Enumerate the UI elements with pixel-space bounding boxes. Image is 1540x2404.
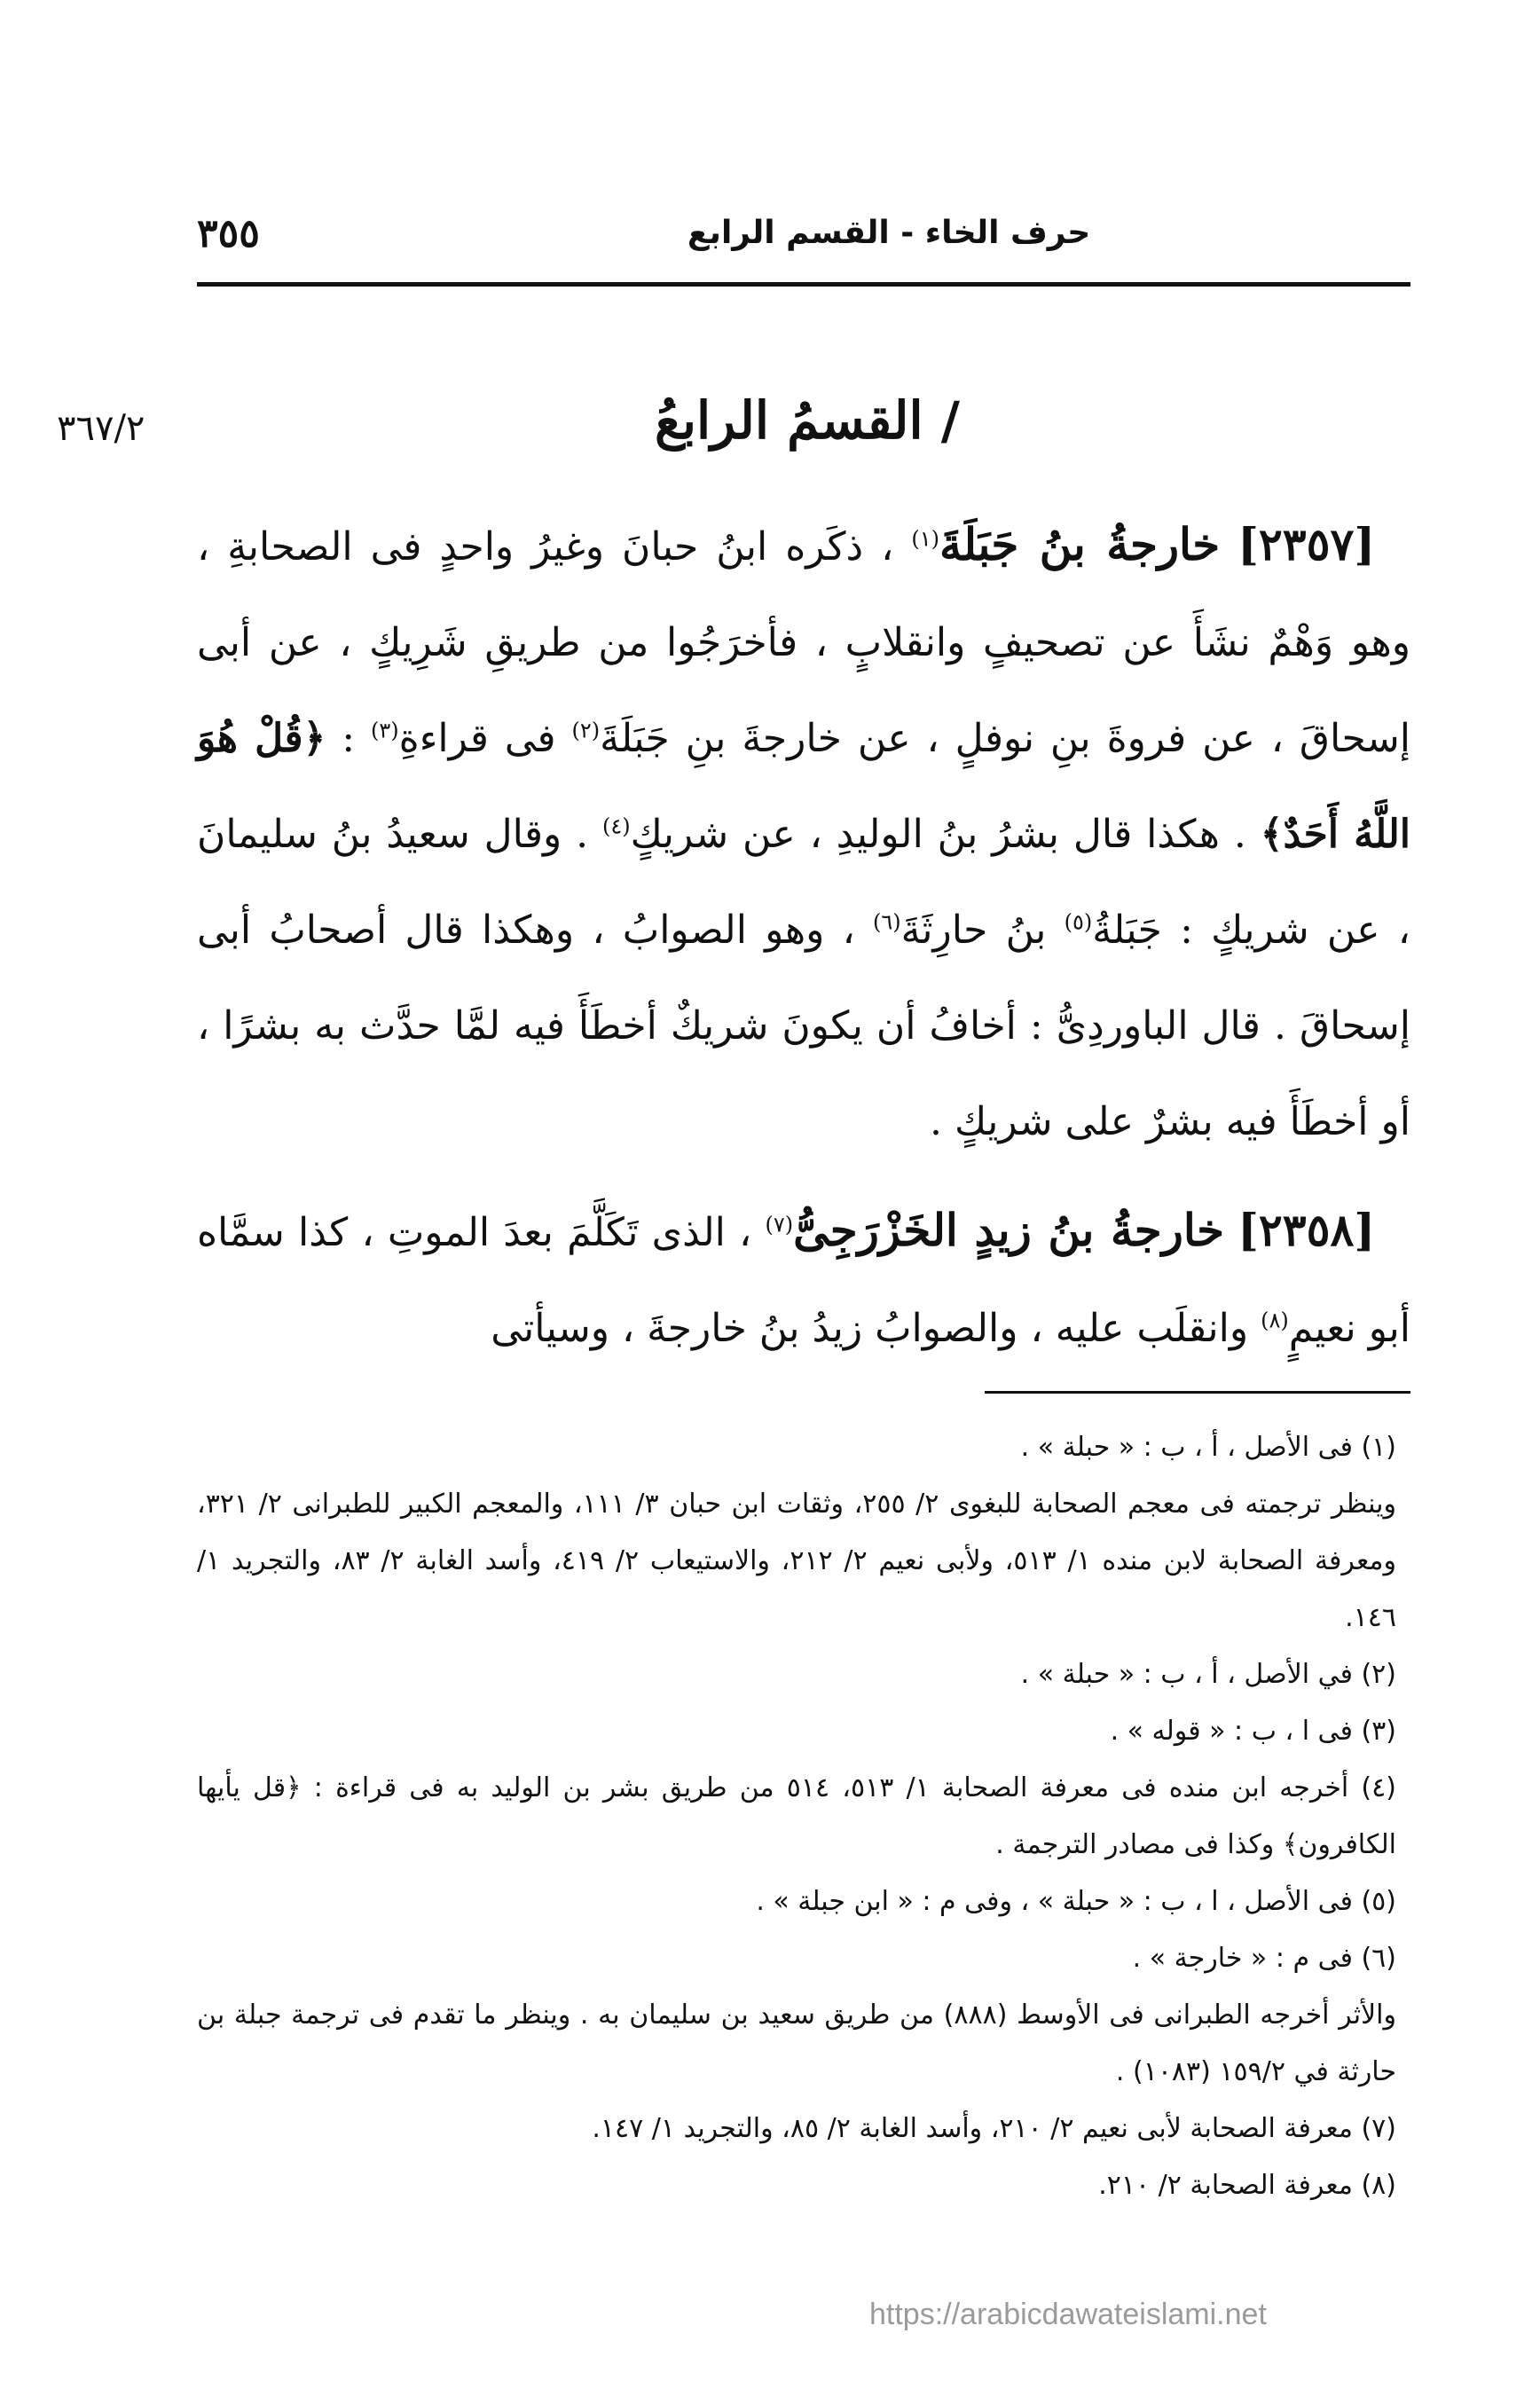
entry-text: ، وهو الصوابُ ، وهكذا قال أصحابُ أبى إسحاقَ . قال الباوردِىُّ : أخافُ أن يكونَ شريكٌ أخطَأَ فيه لمَّا حدَّث به بشرًا ، أو أخطَأَ فيه بشرٌ على شريكٍ . <box>197 907 1410 1144</box>
footnote-marker: (٤) <box>602 813 631 839</box>
running-title: حرف الخاء - القسم الرابع <box>687 215 1091 251</box>
footnote: (٦) فى م : « خارجة » . <box>1132 1943 1396 1974</box>
margin-reference: ٣٦٧/٢ <box>57 408 145 449</box>
footnotes <box>197 1419 1410 2214</box>
footnote-marker: (٥) <box>1064 909 1093 935</box>
footnote-marker: (٣) <box>371 718 399 743</box>
footnote-continuation: وينظر ترجمته فى معجم الصحابة للبغوى ٢/ ٢٥٥، وثقات ابن حبان ٣/ ١١١، والمعجم الكبير للطبرانى ٢/ ٣٢١، ومعرفة الصحابة لابن منده ١/ ٥١٣، ولأبى نعيم ٢/ ٢١٢، والاستيعاب ٢/ ٤١٩، وأسد الغابة ٢/ ٨٣، والتجريد ١/ ١٤٦. <box>197 1489 1396 1633</box>
footnote: (٥) فى الأصل ، ا ، ب : « حبلة » ، وفى م : « ابن جبلة » . <box>756 1886 1396 1917</box>
footnote-marker: (١) <box>911 526 939 552</box>
section-heading: / القسمُ الرابعُ <box>655 390 960 451</box>
footnote: (٨) معرفة الصحابة ٢/ ٢١٠. <box>1098 2170 1396 2201</box>
watermark-url: https://arabicdawateislami.net <box>869 2298 1267 2331</box>
footnote-marker: (٧) <box>765 1212 794 1237</box>
entry-text: وانقلَب عليه ، والصوابُ زيدُ بنُ خارجةَ ، وسيأتى <box>491 1306 1249 1351</box>
entry-paragraph <box>197 497 1410 1170</box>
entry-text: ، الذى تَكَلَّمَ بعدَ الموتِ ، كذا سمَّاه أبو نعيمٍ <box>197 1210 1410 1351</box>
footnote: (٧) معرفة الصحابة لأبى نعيم ٢/ ٢١٠، وأسد الغابة ٢/ ٨٥، والتجريد ١/ ١٤٧. <box>592 2113 1396 2144</box>
entry-text: فى قراءةِ <box>398 716 556 761</box>
entry-name: خارجةُ بنُ زيدٍ الخَزْرَجِىُّ <box>793 1204 1225 1256</box>
main-text <box>197 497 1410 1389</box>
footnote-marker: (٨) <box>1261 1308 1289 1333</box>
entry-number: [٢٣٥٧] <box>1238 518 1375 570</box>
entry-text: : <box>342 716 356 761</box>
entry-number: [٢٣٥٨] <box>1238 1204 1375 1256</box>
header-rule <box>197 282 1410 287</box>
footnote: (٢) في الأصل ، أ ، ب : « حبلة » . <box>1020 1659 1396 1690</box>
footnote-marker: (٢) <box>571 718 601 743</box>
entry-text: . وقال سعيدُ بنُ سليمانَ ، عن شريكٍ : جَبَلةُ <box>197 812 1410 953</box>
quran-quote: ﴿قُلْ هُوَ اللَّهُ أَحَدٌ﴾ <box>197 716 1410 857</box>
footnote-marker: (٦) <box>873 909 901 935</box>
footnote: (٣) فى ا ، ب : « قوله » . <box>1110 1716 1396 1747</box>
footnote-continuation: والأثر أخرجه الطبرانى فى الأوسط (٨٨٨) من طريق سعيد بن سليمان به . وينظر ما تقدم فى ترجمة جبلة بن حارثة في ١٥٩/٢ (١٠٨٣) . <box>197 1999 1396 2087</box>
footnote: (١) فى الأصل ، أ ، ب : « حبلة » . <box>1020 1432 1396 1463</box>
page-header <box>197 211 1410 275</box>
footnote-separator <box>985 1391 1410 1394</box>
entry-name: خارجةُ بنُ جَبَلَةَ <box>939 518 1221 570</box>
entry-paragraph <box>197 1182 1410 1377</box>
entry-text: ، ذكَره ابنُ حبانَ وغيرُ واحدٍ فى الصحابةِ ، وهو وَهْمٌ نشَأَ عن تصحيفٍ وانقلابٍ ، فأخرَجُوا من طريقِ شَرِيكٍ ، عن أبى إسحاقَ ، عن فروةَ بنِ نوفلٍ ، عن خارجةَ بنِ جَبَلَةَ <box>197 524 1410 761</box>
entry-text: . هكذا قال بشرُ بنُ الوليدِ ، عن شريكٍ <box>630 812 1246 857</box>
entry-text: بنُ حارِثَةَ <box>900 907 1047 953</box>
footnote: (٤) أخرجه ابن منده فى معرفة الصحابة ١/ ٥١٣، ٥١٤ من طريق بشر بن الوليد به فى قراءة : ﴿قل يأيها الكافرون﴾ وكذا فى مصادر الترجمة . <box>197 1772 1396 1860</box>
page-number: ٣٥٥ <box>197 211 260 256</box>
